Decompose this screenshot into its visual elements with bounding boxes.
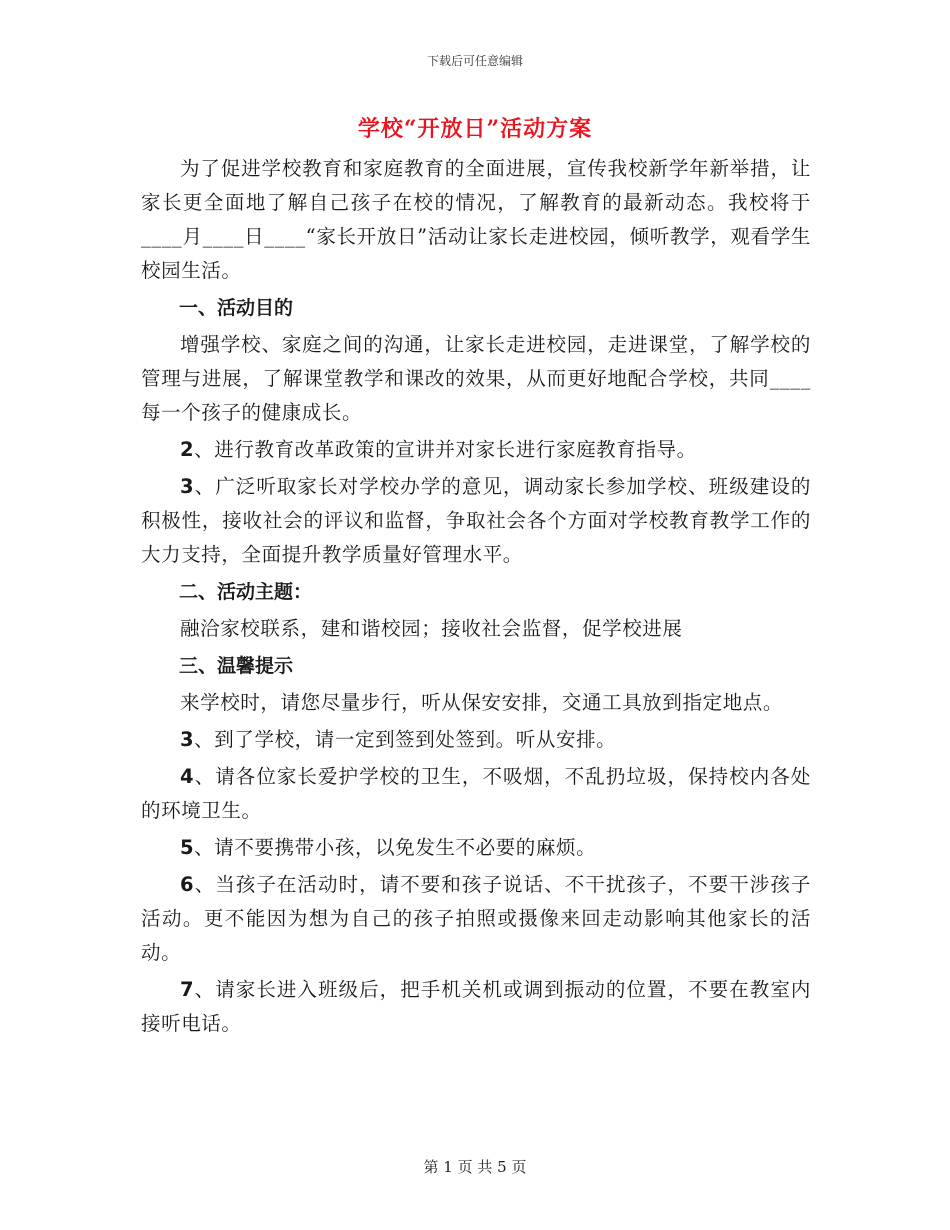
page-footer: 第 1 页 共 5 页 bbox=[423, 1158, 527, 1176]
tips-item-3 bbox=[141, 723, 811, 757]
item-text: 、广泛听取家长对学校办学的意见，调动家长参加学校、班级建设的积极性，接收社会的评议和监督，争取社会各个方面对学校教育教学工作的大力支持，全面提升教学质量好管理水平。 bbox=[141, 475, 811, 566]
section-heading-theme: 二、活动主题： bbox=[179, 581, 313, 603]
theme-paragraph: 融洽家校联系，建和谐校园；接收社会监督，促学校进展 bbox=[180, 617, 683, 640]
tips-paragraph: 来学校时，请您尽量步行，听从保安安排，交通工具放到指定地点。 bbox=[180, 691, 784, 714]
header-note: 下载后可任意编辑 bbox=[426, 54, 523, 68]
document-title: 学校“开放日”活动方案 bbox=[357, 116, 593, 142]
purpose-item-3 bbox=[141, 470, 811, 572]
item-number: 3 bbox=[180, 728, 195, 751]
purpose-paragraph: 增强学校、家庭之间的沟通，让家长走进校园，走进课堂，了解学校的管理与进展，了解课堂教学和课改的效果，从而更好地配合学校，共同____每一个孩子的健康成长。 bbox=[141, 333, 811, 424]
item-number: 7 bbox=[180, 978, 195, 1001]
item-text: 、当孩子在活动时，请不要和孩子说话、不干扰孩子，不要干涉孩子活动。更不能因为想为自己的孩子拍照或摄像来回走动影响其他家长的活动。 bbox=[141, 873, 811, 964]
tips-item-6 bbox=[141, 868, 811, 970]
document-body bbox=[141, 152, 811, 1044]
tips-item-4 bbox=[141, 760, 811, 828]
item-number: 5 bbox=[180, 836, 195, 859]
item-number: 4 bbox=[180, 765, 195, 788]
intro-paragraph: 为了促进学校教育和家庭教育的全面进展，宣传我校新学年新举措，让家长更全面地了解自己孩子在校的情况，了解教育的最新动态。我校将于____月____日____“家长开放日”活动让家长走进校园，倾听教学，观看学生校园生活。 bbox=[141, 157, 811, 282]
item-text: 、请不要携带小孩，以免发生不必要的麻烦。 bbox=[194, 836, 597, 859]
section-heading-tips: 三、温馨提示 bbox=[179, 655, 294, 677]
item-number: 3 bbox=[180, 475, 195, 498]
tips-item-5 bbox=[141, 831, 811, 865]
purpose-item-2 bbox=[141, 433, 811, 467]
item-text: 、请家长进入班级后，把手机关机或调到振动的位置，不要在教室内接听电话。 bbox=[141, 978, 811, 1035]
item-number: 2 bbox=[180, 438, 195, 461]
item-text: 、到了学校，请一定到签到处签到。听从安排。 bbox=[194, 728, 617, 751]
item-number: 6 bbox=[180, 873, 195, 896]
item-text: 、进行教育改革政策的宣讲并对家长进行家庭教育指导。 bbox=[194, 438, 697, 461]
section-heading-purpose: 一、活动目的 bbox=[179, 297, 294, 319]
item-text: 、请各位家长爱护学校的卫生，不吸烟，不乱扔垃圾，保持校内各处的环境卫生。 bbox=[141, 765, 811, 822]
tips-item-7 bbox=[141, 973, 811, 1041]
